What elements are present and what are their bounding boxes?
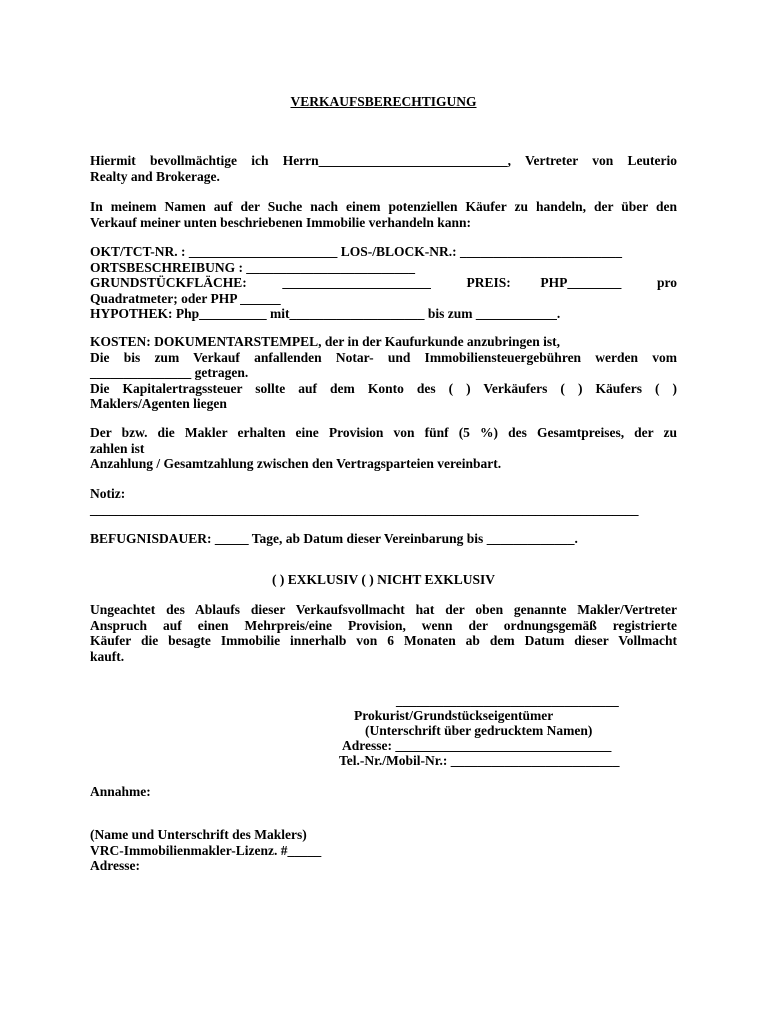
intro-line-1: Hiermit bevollmächtige ich Herrn____________________________, Vertreter von Leuterio [90,153,677,168]
owner-role-label: Prokurist/Grundstückseigentümer [354,708,554,723]
befugnisdauer-line: BEFUGNISDAUER: _____ Tage, ab Datum dieser Vereinbarung bis _____________. [90,531,578,546]
provision-paragraph [90,425,677,472]
notwithstanding-line-4: kauft. [90,648,125,664]
notar-line-2: _______________ getragen. [90,365,249,380]
annahme-label: Annahme: [90,784,151,799]
notwithstanding-paragraph [90,602,677,664]
costs-section [90,334,677,412]
okt-tct-line: OKT/TCT-NR. : ______________________ LOS-/BLOCK-NR.: ________________________ [90,244,623,259]
kapitalertragssteuer-line-1: Die Kapitalertragssteuer sollte auf dem Konto des ( ) Verkäufers ( ) Käufers ( ) [90,380,677,396]
notiz-section [90,486,677,517]
notar-line-1: Die bis zum Verkauf anfallenden Notar- und Immobiliensteuergebühren werden vom [90,349,677,365]
notiz-blank-line: _____________________________________________________________________________________ [90,501,639,517]
kapitalertragssteuer-line-2: Maklers/Agenten liegen [90,396,227,411]
broker-section [90,827,677,874]
grundstueckflaeche-line: GRUNDSTÜCKFLÄCHE: ______________________ PREIS: PHP________ pro [90,275,677,290]
kosten-line: KOSTEN: DOKUMENTARSTEMPEL, der in der Kaufurkunde anzubringen ist, [90,334,560,349]
exclusivity-options: ( ) EXKLUSIV ( ) NICHT EXKLUSIV [271,572,496,587]
provision-line-3: Anzahlung / Gesamtzahlung zwischen den Vertragsparteien vereinbart. [90,456,502,471]
notwithstanding-line-2: Anspruch auf einen Mehrpreis/eine Provision, wenn der ordnungsgemäß registrierte [90,617,677,633]
search-paragraph [90,199,677,230]
intro-line-2: Realty and Brokerage. [90,168,220,184]
search-line-2: Verkauf meiner unten beschriebenen Immobilie verhandeln kann: [90,214,472,230]
provision-line-2: zahlen ist [90,440,145,456]
broker-name-line: (Name und Unterschrift des Maklers) [90,827,307,842]
notiz-label: Notiz: [90,486,126,501]
document-title: VERKAUFSBERECHTIGUNG [290,94,477,109]
owner-signature-note: (Unterschrift über gedrucktem Namen) [365,723,593,738]
broker-license-line: VRC-Immobilienmakler-Lizenz. #_____ [90,842,322,858]
intro-paragraph [90,153,677,184]
quadratmeter-line: Quadratmeter; oder PHP ______ [90,290,281,306]
owner-signature-line: _________________________________ [396,693,619,708]
search-line-1: In meinem Namen auf der Suche nach einem potenziellen Käufer zu handeln, der über den [90,199,677,214]
notwithstanding-line-3: Käufer die besagte Immobilie innerhalb von 6 Monaten ab dem Datum dieser Vollmacht [90,633,677,648]
provision-line-1: Der bzw. die Makler erhalten eine Provision von fünf (5 %) des Gesamtpreises, der zu [90,425,677,440]
broker-address-line: Adresse: [90,858,140,873]
ortsbeschreibung-line: ORTSBESCHREIBUNG : _________________________ [90,259,416,275]
owner-address-line: Adresse: ________________________________ [342,738,612,753]
owner-phone-line: Tel.-Nr./Mobil-Nr.: _________________________ [339,753,620,768]
hypothek-line: HYPOTHEK: Php__________ mit____________________ bis zum ____________. [90,306,561,321]
property-details [90,244,677,322]
notwithstanding-line-1: Ungeachtet des Ablaufs dieser Verkaufsvollmacht hat der oben genannte Makler/Vertreter [90,602,677,617]
